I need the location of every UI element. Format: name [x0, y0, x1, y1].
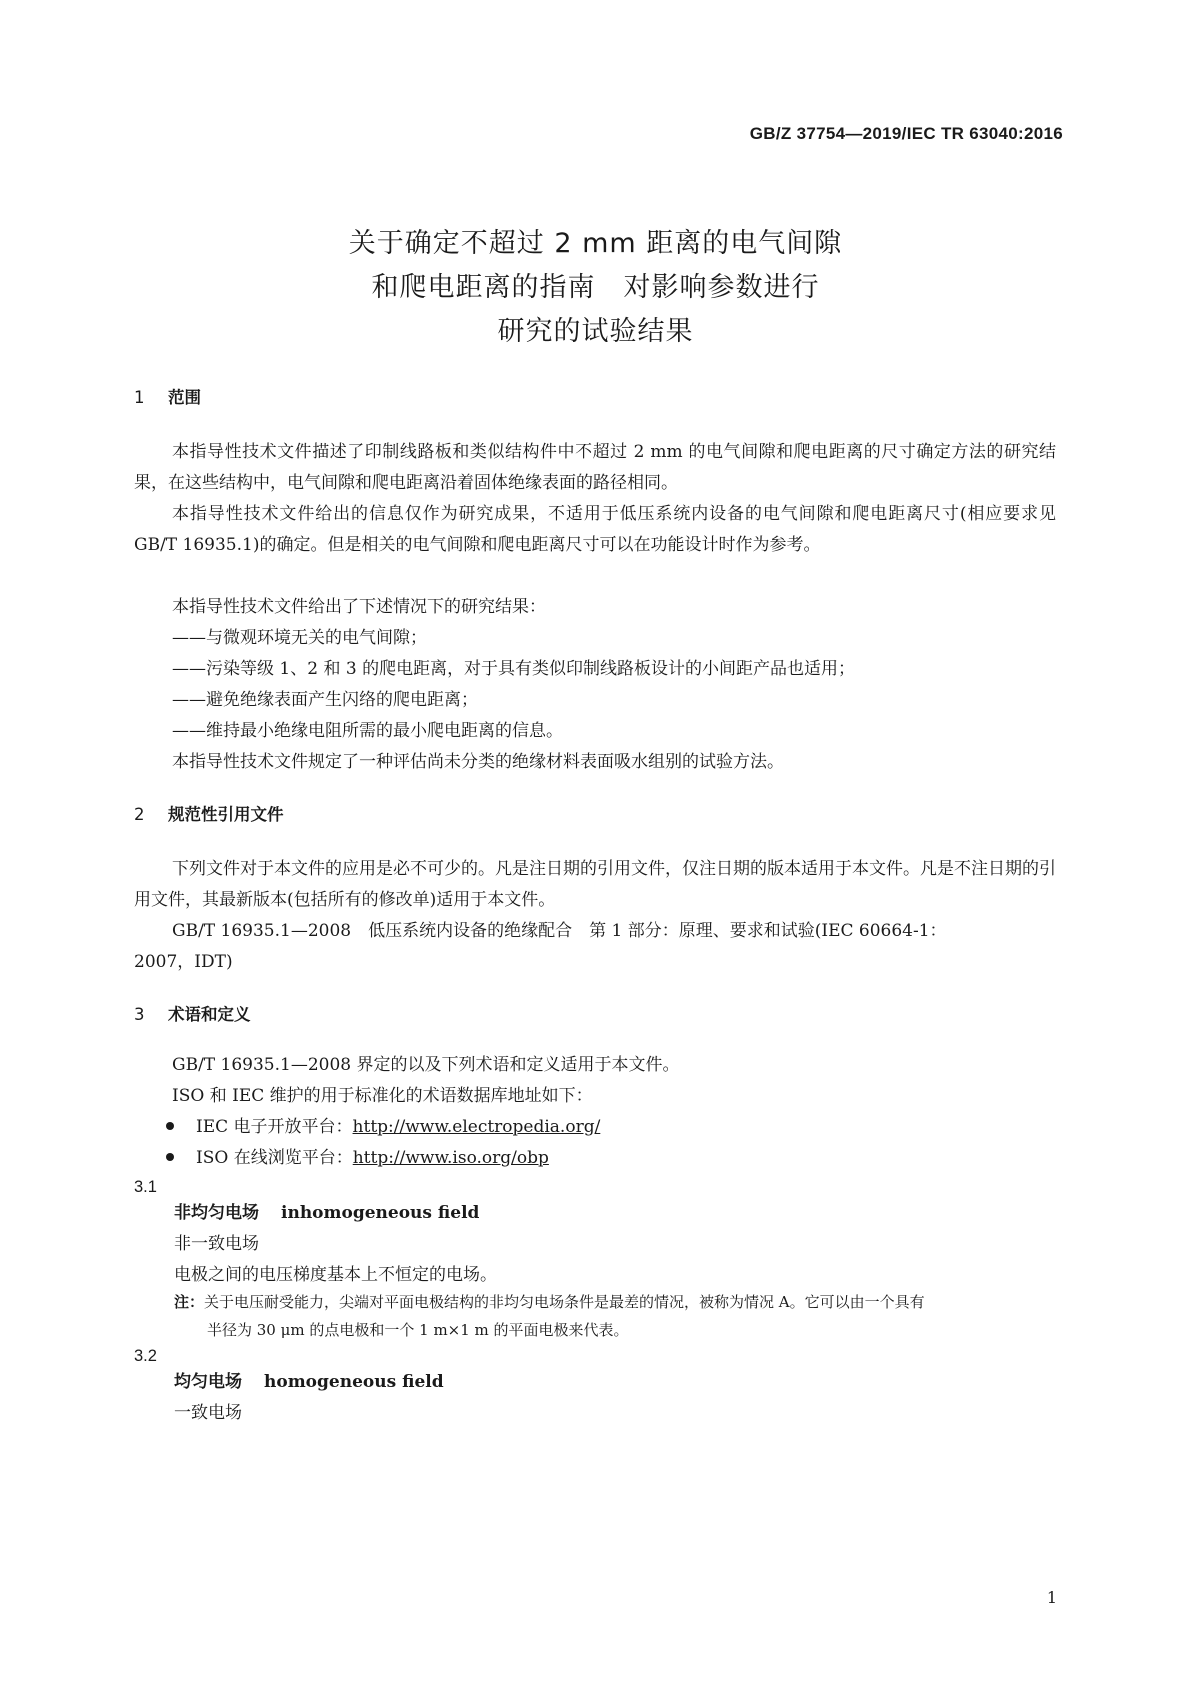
- paragraph: 本指导性技术文件给出的信息仅作为研究成果，不适用于低压系统内设备的电气间隙和爬电距离尺寸(相应要求见 GB/T 16935.1)的确定。但是相关的电气间隙和爬电距离尺寸可以在功能设计时作为参考。: [134, 504, 1056, 555]
- list-item: ——污染等级 1、2 和 3 的爬电距离，对于具有类似印制线路板设计的小间距产品也适用；: [172, 659, 856, 679]
- term-number: 3.2: [134, 1347, 157, 1365]
- bullet-item: [166, 1112, 1088, 1143]
- list-item: ——与微观环境无关的电气间隙；: [172, 628, 427, 648]
- term-english: homogeneous field: [264, 1372, 444, 1392]
- section-title: 范围: [168, 388, 201, 407]
- section-heading-scope: [134, 384, 201, 408]
- list-item: ——维持最小绝缘电阻所需的最小爬电距离的信息。: [172, 721, 563, 741]
- section-number: 1: [134, 388, 145, 407]
- page-number: 1: [1046, 1588, 1057, 1607]
- paragraph: 下列文件对于本文件的应用是必不可少的。凡是注日期的引用文件，仅注日期的版本适用于本文件。凡是不注日期的引用文件，其最新版本(包括所有的修改单)适用于本文件。: [134, 859, 1056, 910]
- bullet-item: [166, 1143, 1088, 1174]
- paragraph: 本指导性技术文件给出了下述情况下的研究结果：: [172, 597, 546, 617]
- paragraph: 本指导性技术文件规定了一种评估尚未分类的绝缘材料表面吸水组别的试验方法。: [172, 752, 784, 772]
- bullet-icon: [166, 1153, 174, 1161]
- term-note: [174, 1288, 1056, 1344]
- reference-line: GB/T 16935.1—2008 低压系统内设备的绝缘配合 第 1 部分：原理、要求和试验(IEC 60664-1：: [172, 921, 947, 941]
- section-heading-normative-references: [134, 801, 284, 825]
- list-item: ——避免绝缘表面产生闪络的爬电距离；: [172, 690, 478, 710]
- term-alternative: 非一致电场: [174, 1234, 259, 1254]
- term-chinese: 非均匀电场: [174, 1203, 259, 1223]
- paragraph: GB/T 16935.1—2008 界定的以及下列术语和定义适用于本文件。: [172, 1055, 680, 1075]
- section-title: 术语和定义: [168, 1005, 251, 1024]
- term-definition: 电极之间的电压梯度基本上不恒定的电场。: [174, 1265, 497, 1285]
- paragraph: ISO 和 IEC 维护的用于标准化的术语数据库地址如下：: [172, 1086, 593, 1106]
- note-text: 半径为 30 μm 的点电极和一个 1 m×1 m 的平面电极来代表。: [207, 1321, 629, 1339]
- reference-line: 2007，IDT): [134, 952, 233, 972]
- electropedia-link[interactable]: http://www.electropedia.org/: [352, 1117, 601, 1137]
- bullet-label: ISO 在线浏览平台：: [196, 1148, 353, 1168]
- section-heading-terms: [134, 1001, 251, 1025]
- section-title: 规范性引用文件: [168, 805, 284, 824]
- term-english: inhomogeneous field: [281, 1203, 480, 1223]
- term-heading: [174, 1198, 479, 1229]
- title-line: 关于确定不超过 2 mm 距离的电气间隙: [348, 228, 843, 259]
- standard-code: GB/Z 37754—2019/IEC TR 63040:2016: [749, 124, 1063, 143]
- title-line: 和爬电距离的指南 对影响参数进行: [371, 272, 820, 303]
- note-label: 注：: [174, 1293, 205, 1311]
- section-number: 3: [134, 1005, 145, 1024]
- section-number: 2: [134, 805, 145, 824]
- term-alternative: 一致电场: [174, 1403, 242, 1423]
- note-text: 关于电压耐受能力，尖端对平面电极结构的非均匀电场条件是最差的情况，被称为情况 A。它可以由一个具有: [204, 1293, 925, 1311]
- paragraph: 本指导性技术文件描述了印制线路板和类似结构件中不超过 2 mm 的电气间隙和爬电距离的尺寸确定方法的研究结果，在这些结构中，电气间隙和爬电距离沿着固体绝缘表面的路径相同。: [134, 442, 1056, 493]
- bullet-icon: [166, 1122, 174, 1130]
- bullet-label: IEC 电子开放平台：: [196, 1117, 353, 1137]
- document-title: [0, 222, 1191, 354]
- term-chinese: 均匀电场: [174, 1372, 242, 1392]
- iso-obp-link[interactable]: http://www.iso.org/obp: [352, 1148, 549, 1168]
- term-heading: [174, 1367, 444, 1398]
- title-line: 研究的试验结果: [497, 316, 694, 347]
- term-number: 3.1: [134, 1178, 157, 1196]
